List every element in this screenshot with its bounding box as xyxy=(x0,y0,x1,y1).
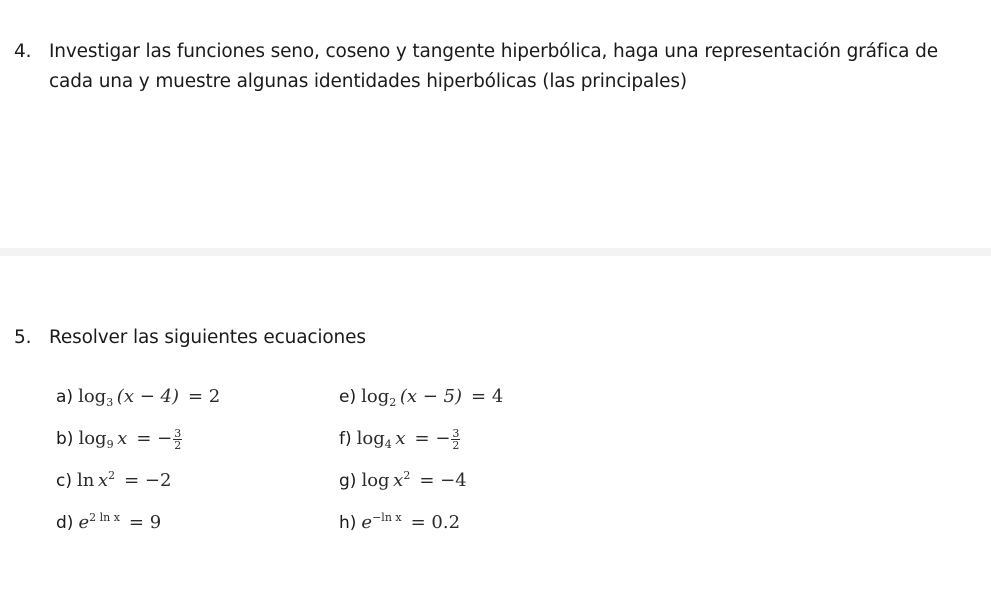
equation-h-label: h) xyxy=(339,513,357,533)
equation-c-label: c) xyxy=(56,471,72,491)
problem-5 xyxy=(14,323,914,353)
equation-f-label: f) xyxy=(339,429,352,449)
equation-f-math: $\log_4 x$ = − $\frac{3}{2}$ xyxy=(356,426,460,452)
equation-b-label: b) xyxy=(56,429,74,449)
equation-g-math: $\log x^2$ = −4 xyxy=(361,469,467,491)
equation-d-math: $e^{2 ln x}$ = 9 xyxy=(78,511,162,533)
equation-a xyxy=(56,383,220,411)
equation-c-math: $\ln x^2$ = −2 xyxy=(76,469,172,491)
equation-e-label: e) xyxy=(339,387,357,407)
equation-b-fraction: $\frac{3}{2}$ xyxy=(174,426,182,452)
equation-a-label: a) xyxy=(56,387,74,407)
equation-h-math: $e^{-ln x}$ = 0.2 xyxy=(361,511,461,533)
problem-5-text: Resolver las siguientes ecuaciones xyxy=(49,327,366,348)
equation-g-label: g) xyxy=(339,471,357,491)
equation-d-label: d) xyxy=(56,513,74,533)
equation-g xyxy=(339,467,467,495)
equation-e-math: $\log_2 (x - 5)$ = 4 xyxy=(361,386,504,409)
equation-f-fraction: $\frac{3}{2}$ xyxy=(452,426,460,452)
equation-a-math: $\log_3 (x - 4)$ = 2 xyxy=(78,386,221,409)
page-separator xyxy=(0,248,991,256)
equation-e xyxy=(339,383,503,411)
problem-4-number: 4. xyxy=(14,41,32,62)
equation-f xyxy=(339,425,460,453)
equation-d xyxy=(56,509,161,537)
equation-h xyxy=(339,509,460,537)
equation-b-math: $\log_9 x$ = − $\frac{3}{2}$ xyxy=(78,426,182,452)
problem-5-number: 5. xyxy=(14,327,32,348)
problem-4-text: Investigar las funciones seno, coseno y tangente hiperbólica, haga una representación gráfica de cada una y muestre algunas identidades hiperbólicas (las principales) xyxy=(49,41,938,92)
equation-b xyxy=(56,425,182,453)
equation-c xyxy=(56,467,171,495)
problem-4 xyxy=(14,37,984,97)
